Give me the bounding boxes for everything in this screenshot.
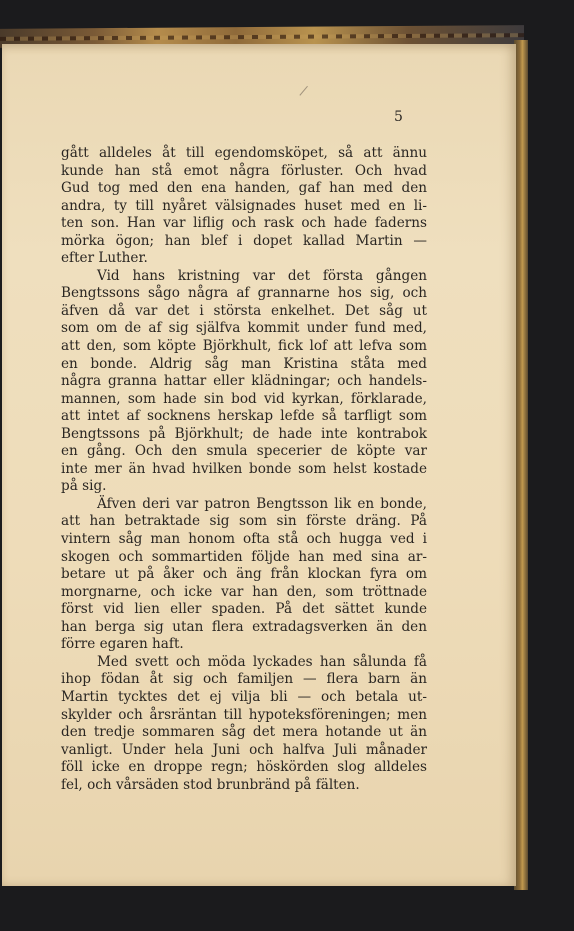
text-line: efter Luther. bbox=[61, 250, 148, 267]
text-line: på sig. bbox=[61, 478, 107, 495]
text-line: andra, ty till nyåret välsignades huset med en li- bbox=[61, 197, 427, 214]
text-line: skogen och sommartiden följde han med sina ar- bbox=[61, 548, 427, 565]
text-line: ten son. Han var liflig och rask och hade faderns bbox=[61, 215, 427, 232]
text-line: vintern såg man honom ofta stå och hugga ved i bbox=[61, 531, 427, 548]
text-line: den tredje sommaren såg det mera hotande ut än bbox=[61, 724, 427, 741]
text-line: han berga sig utan flera extradagsverken än den bbox=[61, 618, 427, 635]
text-line: fel, och vårsäden stod brunbränd på fälten. bbox=[61, 776, 360, 793]
text-line: först vid lien eller spaden. På det sättet kunde bbox=[61, 601, 427, 618]
text-line: Äfven deri var patron Bengtsson lik en bonde, bbox=[97, 495, 427, 512]
text-line: föll icke en droppe regn; höskörden slog alldeles bbox=[61, 759, 427, 776]
text-line: förre egaren haft. bbox=[61, 636, 184, 653]
text-line: Vid hans kristning var det första gången bbox=[97, 267, 427, 284]
text-line: som om de af sig själfva kommit under fund med, bbox=[61, 320, 427, 337]
text-line: skylder och årsräntan till hypoteksföreningen; men bbox=[61, 706, 427, 723]
text-line: gått alldeles åt till egendomsköpet, så att ännu bbox=[61, 145, 427, 161]
text-line: betare ut på åker och äng från klockan fyra om bbox=[61, 566, 427, 583]
text-line: äfven då var det i största enkelhet. Det såg ut bbox=[61, 302, 427, 319]
text-line: att han betraktade sig som sin förste dräng. På bbox=[61, 513, 427, 530]
text-line: ihop födan åt sig och familjen — flera barn än bbox=[61, 671, 427, 688]
text-line: att den, som köpte Björkhult, fick lof att lefva som bbox=[61, 338, 427, 355]
text-line: att intet af socknens herskap lefde så tarfligt som bbox=[61, 408, 427, 425]
text-line: Med svett och möda lyckades han sålunda få bbox=[97, 653, 427, 670]
text-line: mannen, som hade sin bod vid kyrkan, förklarade, bbox=[61, 390, 427, 407]
text-line: några granna hattar eller klädningar; och handels- bbox=[61, 373, 427, 390]
text-line: Bengtssons på Björkhult; de hade inte kontrabok bbox=[61, 425, 427, 442]
text-line: vanligt. Under hela Juni och halfva Juli månader bbox=[61, 741, 427, 758]
text-line: inte mer än hvad hvilken bonde som helst kostade bbox=[61, 460, 427, 477]
text-line: Bengtssons sågo några af grannarne hos sig, och bbox=[61, 285, 427, 302]
text-line: mörka ögon; han blef i dopet kallad Martin — bbox=[61, 232, 427, 249]
text-line: en gång. Och den smula specerier de köpte var bbox=[61, 443, 427, 460]
text-line: Gud tog med den ena handen, gaf han med den bbox=[61, 180, 427, 197]
text-line: morgnarne, och icke var han den, som tröttnade bbox=[61, 583, 427, 600]
text-line: kunde han stå emot några förluster. Och hvad bbox=[61, 162, 427, 179]
page-number: 5 bbox=[394, 109, 403, 125]
text-line: Martin tycktes det ej vilja bli — och betala ut- bbox=[61, 688, 427, 705]
book-binding-right-edge bbox=[514, 40, 528, 890]
text-line: en bonde. Aldrig såg man Kristina ståta med bbox=[61, 355, 427, 372]
body-text bbox=[61, 145, 427, 794]
